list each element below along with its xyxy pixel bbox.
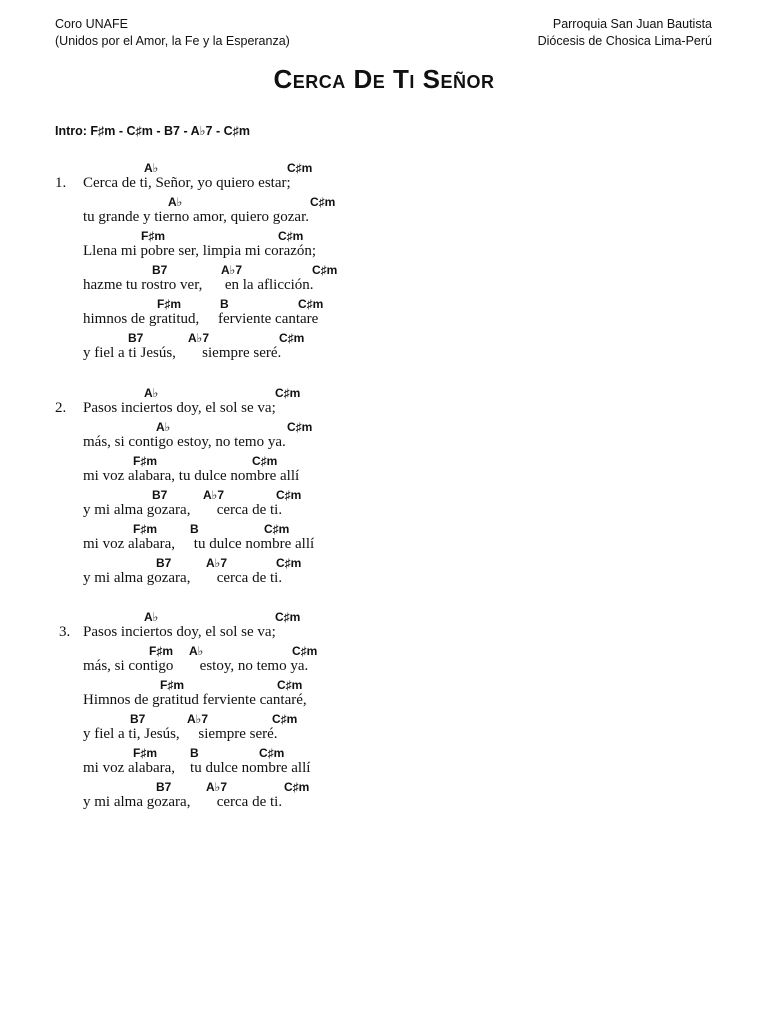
lyric-line: Cerca de ti, Señor, yo quiero estar; [83, 175, 291, 191]
choir-name: Coro UNAFE [55, 17, 128, 31]
chord: C♯m [278, 229, 304, 243]
chord: B7 [130, 712, 146, 726]
header-right [538, 16, 712, 50]
chord: C♯m [279, 331, 305, 345]
chord: C♯m [312, 263, 338, 277]
chord: F♯m [157, 297, 181, 311]
chord: B [190, 522, 199, 536]
verse-number: 2. [55, 400, 67, 416]
chord: A♭7 [206, 556, 227, 570]
chord: C♯m [277, 678, 303, 692]
chord: A♭ [156, 420, 171, 434]
chord: C♯m [284, 780, 310, 794]
chord: F♯m [149, 644, 173, 658]
chord: B [220, 297, 229, 311]
chord: A♭7 [206, 780, 227, 794]
lyric-line: y mi alma gozara, cerca de ti. [83, 502, 283, 518]
chord: F♯m [133, 454, 157, 468]
lyric-line: y mi alma gozara, cerca de ti. [83, 794, 283, 810]
chord: C♯m [298, 297, 324, 311]
parish-name: Parroquia San Juan Bautista [552, 17, 712, 31]
chord: C♯m [310, 195, 336, 209]
verse-number: 3. [59, 624, 71, 640]
chord: C♯m [259, 746, 285, 760]
chord: F♯m [160, 678, 184, 692]
chord: A♭ [144, 610, 159, 624]
chord: C♯m [276, 488, 302, 502]
lyric-line: y fiel a ti Jesús, siempre seré. [83, 345, 282, 361]
chord: F♯m [133, 522, 157, 536]
chord: C♯m [264, 522, 290, 536]
chord: C♯m [252, 454, 278, 468]
chord: F♯m [141, 229, 165, 243]
chord: C♯m [276, 556, 302, 570]
chord: A♭7 [188, 331, 209, 345]
lyric-line: Llena mi pobre ser, limpia mi corazón; [83, 243, 317, 259]
chord: B [190, 746, 199, 760]
chord: A♭ [189, 644, 204, 658]
chord: C♯m [287, 161, 313, 175]
chord: A♭ [144, 161, 159, 175]
lyric-line: Pasos inciertos doy, el sol se va; [83, 400, 276, 416]
lyric-line: y fiel a ti, Jesús, siempre seré. [83, 726, 278, 742]
chord: B7 [152, 263, 168, 277]
lyric-line: mi voz alabara, tu dulce nombre allí [83, 468, 300, 484]
chord: C♯m [275, 386, 301, 400]
chord: C♯m [287, 420, 313, 434]
lyric-line: himnos de gratitud, ferviente cantare [83, 311, 319, 327]
lyric-line: y mi alma gozara, cerca de ti. [83, 570, 283, 586]
lyric-line: más, si contigo estoy, no temo ya. [83, 658, 309, 674]
diocese-name: Diócesis de Chosica Lima-Perú [537, 34, 712, 48]
chord: A♭7 [203, 488, 224, 502]
chord: A♭ [144, 386, 159, 400]
choir-motto: (Unidos por el Amor, la Fe y la Esperanza) [55, 34, 290, 48]
chord: B7 [128, 331, 144, 345]
lyric-line: mi voz alabara, tu dulce nombre allí [83, 760, 311, 776]
chord: B7 [156, 556, 172, 570]
lyric-line: mi voz alabara, tu dulce nombre allí [83, 536, 315, 552]
chord: A♭7 [221, 263, 242, 277]
chord: A♭7 [187, 712, 208, 726]
lyric-line: hazme tu rostro ver, en la aflicción. [83, 277, 314, 293]
lyric-line: Pasos inciertos doy, el sol se va; [83, 624, 276, 640]
chord: B7 [152, 488, 168, 502]
verse-number: 1. [55, 175, 67, 191]
chord: C♯m [272, 712, 298, 726]
chord: C♯m [292, 644, 318, 658]
lyric-line: Himnos de gratitud ferviente cantaré, [83, 692, 307, 708]
chord: F♯m [133, 746, 157, 760]
chord: C♯m [275, 610, 301, 624]
chord: B7 [156, 780, 172, 794]
lyric-line: más, si contigo estoy, no temo ya. [83, 434, 286, 450]
header-left [55, 16, 290, 50]
chord: A♭ [168, 195, 183, 209]
song-title: Cerca De Ti Señor [273, 64, 495, 94]
intro-chords: Intro: F♯m - C♯m - B7 - A♭7 - C♯m [55, 124, 251, 138]
lyric-line: tu grande y tierno amor, quiero gozar. [83, 209, 309, 225]
